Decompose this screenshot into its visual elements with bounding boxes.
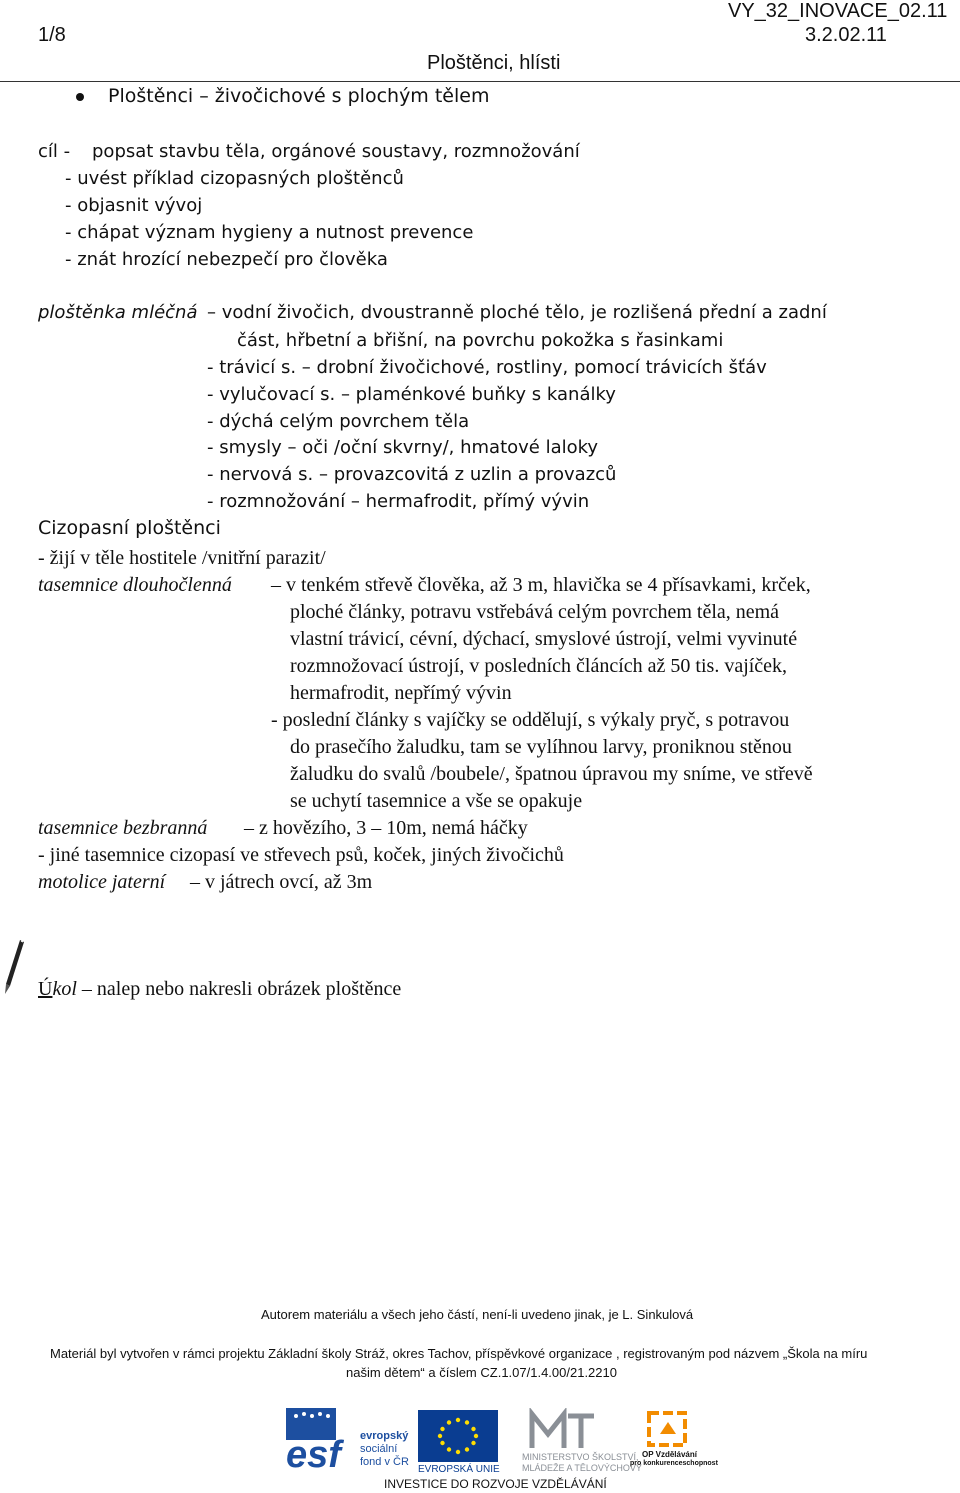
task-text: – nalep nebo nakresli obrázek ploštěnce (81, 978, 402, 1000)
planaria-item: - nervová s. – provazcovitá z uzlin a provazců (207, 464, 617, 485)
op-text: pro konkurenceschopnost (630, 1460, 718, 1467)
planaria-description: – vodní živočich, dvoustranně ploché tělo, je rozlišená přední a zadní (207, 302, 827, 323)
header-divider (0, 81, 960, 82)
task-label-kol: kol (52, 978, 77, 1000)
beef-tapeworm-term: tasemnice bezbranná (38, 817, 208, 839)
op-mark-icon (646, 1410, 690, 1450)
esf-logo (286, 1408, 412, 1476)
goal-item: popsat stavbu těla, orgánové soustavy, rozmnožování (92, 141, 580, 162)
tapeworm-line: ploché články, potravu vstřebává celým povrchem těla, nemá (290, 601, 780, 623)
tapeworm-line: hermafrodit, nepřímý vývin (290, 682, 512, 704)
author-note: Autorem materiálu a všech jeho částí, není-li uvedeno jinak, je L. Sinkulová (261, 1307, 694, 1322)
page-number: 1/8 (38, 24, 66, 46)
lifecycle-line: do prasečího žaludku, tam se vylíhnou larvy, proniknou stěnou (290, 736, 792, 758)
planaria-item: - dýchá celým povrchem těla (207, 411, 470, 432)
planaria-item: - smysly – oči /oční skvrny/, hmatové laloky (207, 437, 599, 458)
msmt-mark-icon (528, 1408, 598, 1452)
lifecycle-line: - poslední články s vajíčky se oddělují, s výkaly pryč, s potravou (271, 709, 790, 731)
esf-wordmark: esf (286, 1434, 341, 1476)
topic-heading: Ploštěnci – živočichové s plochým tělem (108, 85, 490, 107)
op-text: OP Vzdělávání (642, 1450, 697, 1459)
pencil-icon (2, 938, 26, 996)
msmt-text: MINISTERSTVO ŠKOLSTVÍ, (522, 1452, 639, 1462)
goals-label: cíl - (38, 141, 71, 162)
goal-item: - objasnit vývoj (65, 195, 203, 216)
tapeworm-line: vlastní trávicí, cévní, dýchací, smyslové ústrojí, velmi vyvinuté (290, 628, 798, 650)
msmt-text: MLÁDEŽE A TĚLOVÝCHOVY (522, 1463, 642, 1473)
esf-text: evropský (360, 1430, 409, 1442)
parasites-intro: - žijí v těle hostitele /vnitřní parazit/ (38, 547, 326, 569)
beef-tapeworm-text: – z hovězího, 3 – 10m, nemá háčky (244, 817, 528, 839)
task-line (38, 976, 401, 1002)
section-heading: Cizopasní ploštěnci (38, 517, 221, 539)
goal-item: - chápat význam hygieny a nutnost prevence (65, 222, 474, 243)
eu-logo (418, 1410, 498, 1476)
planaria-description-cont: část, hřbetní a břišní, na povrchu pokožka s řasinkami (237, 330, 724, 351)
document-code-secondary: 3.2.02.11 (805, 24, 887, 46)
project-note: Materiál byl vytvořen v rámci projektu Základní školy Stráž, okres Tachov, příspěvkové organizace , registrovaným pod názvem „Škola na míru (50, 1346, 868, 1361)
lifecycle-line: žaludku do svalů /boubele/, špatnou úpravou my sníme, ve střevě (290, 763, 813, 785)
document-code: VY_32_INOVACE_02.11 (728, 0, 948, 22)
esf-text: sociální (360, 1443, 398, 1455)
eu-text: EVROPSKÁ UNIE (418, 1464, 500, 1475)
project-note-cont: našim dětem“ a číslem CZ.1.07/1.4.00/21.2210 (346, 1365, 617, 1380)
page-title: Ploštěnci, hlísti (427, 52, 561, 74)
goal-item: - znát hrozící nebezpečí pro člověka (65, 249, 388, 270)
tapeworm-line: – v tenkém střevě člověka, až 3 m, hlavička se 4 přísavkami, krček, (271, 574, 811, 596)
planaria-item: - vylučovací s. – plaménkové buňky s kanálky (207, 384, 616, 405)
task-label-u: Ú (38, 978, 53, 1000)
op-logo (630, 1410, 718, 1474)
fluke-text: – v játrech ovcí, až 3m (190, 871, 373, 893)
planaria-item: - rozmnožování – hermafrodit, přímý vývin (207, 491, 590, 512)
tapeworm-line: rozmnožovací ústrojí, v posledních článcích až 50 tis. vajíček, (290, 655, 788, 677)
goal-item: - uvést příklad cizopasných ploštěnců (65, 168, 404, 189)
other-tapeworms: - jiné tasemnice cizopasí ve střevech psů, koček, jiných živočichů (38, 844, 564, 866)
investice-slogan: INVESTICE DO ROZVOJE VZDĚLÁVÁNÍ (384, 1477, 607, 1491)
esf-text: fond v ČR (360, 1456, 409, 1468)
bullet-icon (76, 93, 84, 101)
planaria-item: - trávicí s. – drobní živočichové, rostliny, pomocí trávicích šťáv (207, 357, 767, 378)
planaria-term: ploštěnka mléčná (38, 302, 198, 323)
eu-flag-icon (418, 1410, 498, 1462)
tapeworm-term: tasemnice dlouhočlenná (38, 574, 232, 596)
lifecycle-line: se uchytí tasemnice a vše se opakuje (290, 790, 583, 812)
msmt-logo (522, 1408, 642, 1476)
fluke-term: motolice jaterní (38, 871, 166, 893)
